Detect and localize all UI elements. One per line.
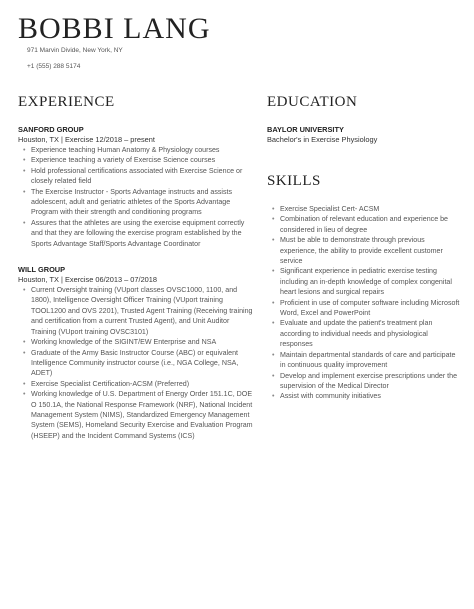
list-item: • Working knowledge of the SIGINT/EW Enterprise and NSA xyxy=(18,337,254,347)
education-section xyxy=(267,125,462,145)
list-item: • Evaluate and update the patient's treatment plan according to individual needs and physiological responses xyxy=(267,318,462,349)
list-item: • Exercise Specialist Cert- ACSM xyxy=(267,204,462,214)
job-bullets xyxy=(18,145,254,249)
list-item: • Proficient in use of computer software including Microsoft Word, Excel and PowerPoint xyxy=(267,298,462,319)
contact-phone: +1 (555) 288 5174 xyxy=(27,63,81,70)
list-item: • Must be able to demonstrate through previous experience, the ability to provide excellent customer service xyxy=(267,235,462,266)
list-item: • Maintain departmental standards of care and participate in continuous quality improvement xyxy=(267,350,462,371)
list-item: • Assures that the athletes are using the exercise equipment correctly and that they are following the exercise program established by the Sports Advantage Staff/Sports Advantage Coordinator xyxy=(18,218,254,249)
list-item: • Exercise Specialist Certification-ACSM (Preferred) xyxy=(18,379,254,389)
list-item: • Hold professional certifications associated with Exercise Science or closely related field xyxy=(18,166,254,187)
education-heading: EDUCATION xyxy=(267,94,358,110)
list-item: • Graduate of the Army Basic Instructor Course (ABC) or equivalent Intelligence Community instructor course (i.e., NGA College, NSA, ADET) xyxy=(18,348,254,379)
list-item: • Working knowledge of U.S. Department of Energy Order 151.1C, DOE O 150.1A, the National Response Framework (NRF), National Incident Management System (NIMS), Standardized Emergency Management System (SEMS), Homeland Security Exercise and Evaluation Program (HSEEP) and the Incident Command Systems (ICS) xyxy=(18,389,254,441)
experience-section xyxy=(18,125,254,441)
list-item: • Develop and implement exercise prescriptions under the supervision of the Medical Director xyxy=(267,371,462,392)
job-entry xyxy=(18,265,254,441)
list-item: • Experience teaching Human Anatomy & Physiology courses xyxy=(18,145,254,155)
resume-name: BOBBI LANG xyxy=(18,12,211,45)
job-entry xyxy=(18,125,254,249)
job-meta: Houston, TX | Exercise 12/2018 – present xyxy=(18,135,155,144)
degree: Bachelor's in Exercise Physiology xyxy=(267,135,378,144)
list-item: • Experience teaching a variety of Exercise Science courses xyxy=(18,155,254,165)
experience-heading: EXPERIENCE xyxy=(18,94,115,110)
list-item: • Current Oversight training (VUport classes OVSC1000, 1100, and 1800), Intelligence Oversight Officer Training (VUport training TOOL1200 and OVS 2201), Trusted Agent Training (Receiving training and certification from a current Trusted Agent), and Unit Auditor Training (VUport training OVSC3101) xyxy=(18,285,254,337)
job-company: SANFORD GROUP xyxy=(18,125,84,134)
school-name: BAYLOR UNIVERSITY xyxy=(267,125,344,134)
contact-address: 971 Marvin Divide, New York, NY xyxy=(27,47,123,54)
skills-heading: SKILLS xyxy=(267,173,321,189)
job-company: WILL GROUP xyxy=(18,265,66,275)
list-item: • The Exercise Instructor - Sports Advantage instructs and assists adolescent, adult and geriatric athletes of the Sports Advantage Program with their strength and conditioning programs xyxy=(18,187,254,218)
list-item: • Significant experience in pediatric exercise testing including an in-depth knowledge of complex congenital heart lesions and surgical repairs xyxy=(267,266,462,297)
skills-section xyxy=(267,204,462,402)
job-bullets xyxy=(18,285,254,441)
skills-list xyxy=(267,204,462,402)
list-item: • Assist with community initiatives xyxy=(267,391,462,401)
list-item: • Combination of relevant education and experience be considered in lieu of degree xyxy=(267,214,462,235)
job-meta: Houston, TX | Exercise 06/2013 – 07/2018 xyxy=(18,275,158,285)
